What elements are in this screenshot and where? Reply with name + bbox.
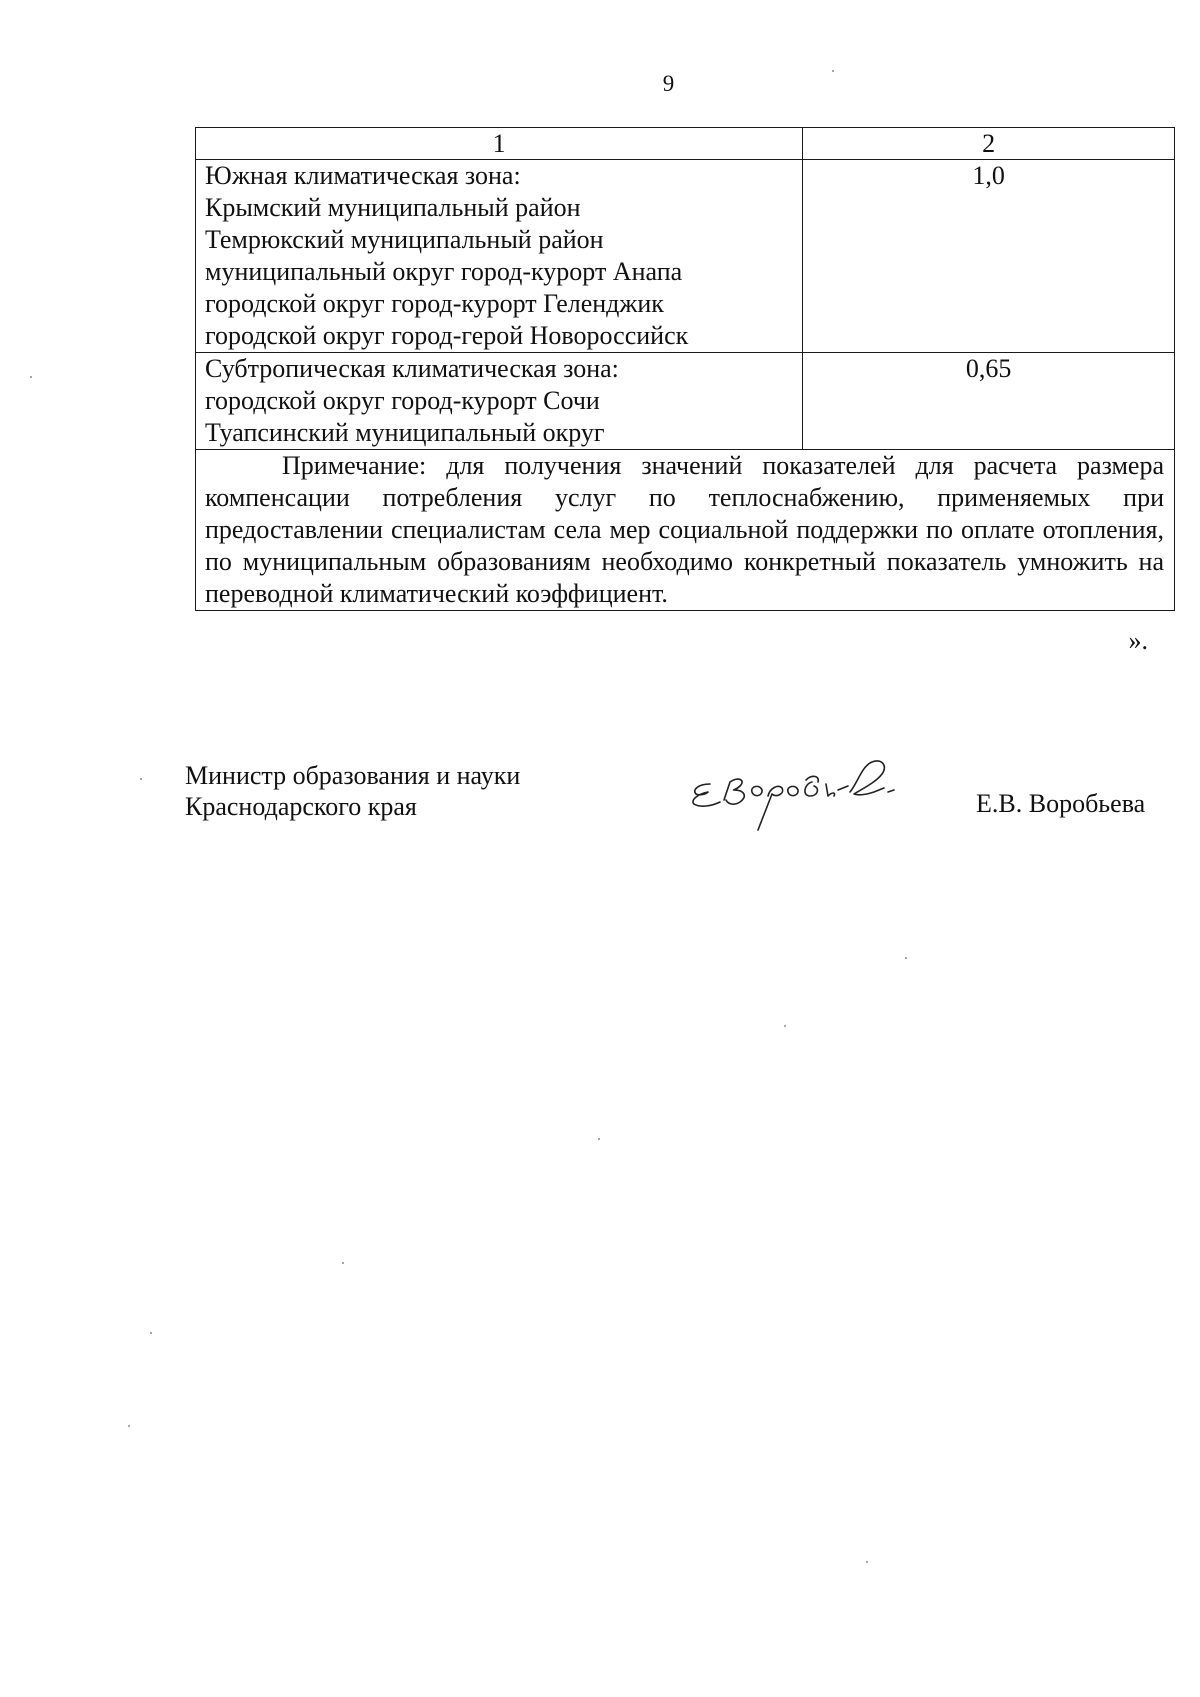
scan-speck: [866, 1561, 868, 1563]
municipality-line: Темрюкский муниципальный район: [205, 225, 604, 254]
zone-title: Субтропическая климатическая зона:: [205, 354, 619, 383]
climate-coefficient-table: [195, 127, 1175, 611]
municipality-line: городской округ город-курорт Сочи: [205, 386, 600, 415]
scan-speck: [128, 1425, 130, 1427]
scan-speck: [598, 1138, 600, 1140]
municipality-line: городской округ город-герой Новороссийск: [205, 321, 689, 350]
scan-speck: [150, 1332, 152, 1334]
note-row: [196, 450, 1175, 611]
signer-name: Е.В. Воробьева: [976, 789, 1146, 818]
scan-speck: [30, 376, 32, 378]
scan-speck: [784, 1025, 786, 1027]
scan-speck: [342, 1262, 344, 1264]
table-note: Примечание: для получения значений показателей для расчета размера компенсации потребления услуг по теплоснабжению, применяемых при предоставлении специалистам села мер социальной поддержки по оплате отопления, по муниципальным образованиям необходимо конкретный показатель умножить на переводной климатический коэффициент.: [196, 450, 1175, 611]
table-header-row: [196, 128, 1175, 160]
scan-speck: [832, 70, 834, 72]
municipality-line: Туапсинский муниципальный округ: [205, 418, 605, 447]
scan-speck: [140, 778, 142, 780]
coefficient-cell: 1,0: [803, 160, 1175, 353]
municipality-line: муниципальный округ город-курорт Анапа: [205, 257, 683, 286]
signer-title-line: Краснодарского края: [185, 792, 417, 821]
table-row: [196, 353, 1175, 450]
column-header-2: 2: [803, 128, 1175, 160]
closing-quote: ».: [1128, 626, 1148, 655]
signer-title-line: Министр образования и науки: [185, 761, 521, 790]
column-header-1: 1: [196, 128, 803, 160]
signer-title: [185, 760, 520, 822]
zone-cell: [196, 353, 803, 450]
municipality-line: городской округ город-курорт Геленджик: [205, 289, 664, 318]
handwritten-signature: [688, 752, 958, 834]
zone-title: Южная климатическая зона:: [205, 161, 521, 190]
zone-cell: [196, 160, 803, 353]
municipality-line: Крымский муниципальный район: [205, 193, 581, 222]
table-row: [196, 160, 1175, 353]
page-number: 9: [662, 71, 675, 96]
coefficient-cell: 0,65: [803, 353, 1175, 450]
scan-speck: [905, 957, 907, 959]
